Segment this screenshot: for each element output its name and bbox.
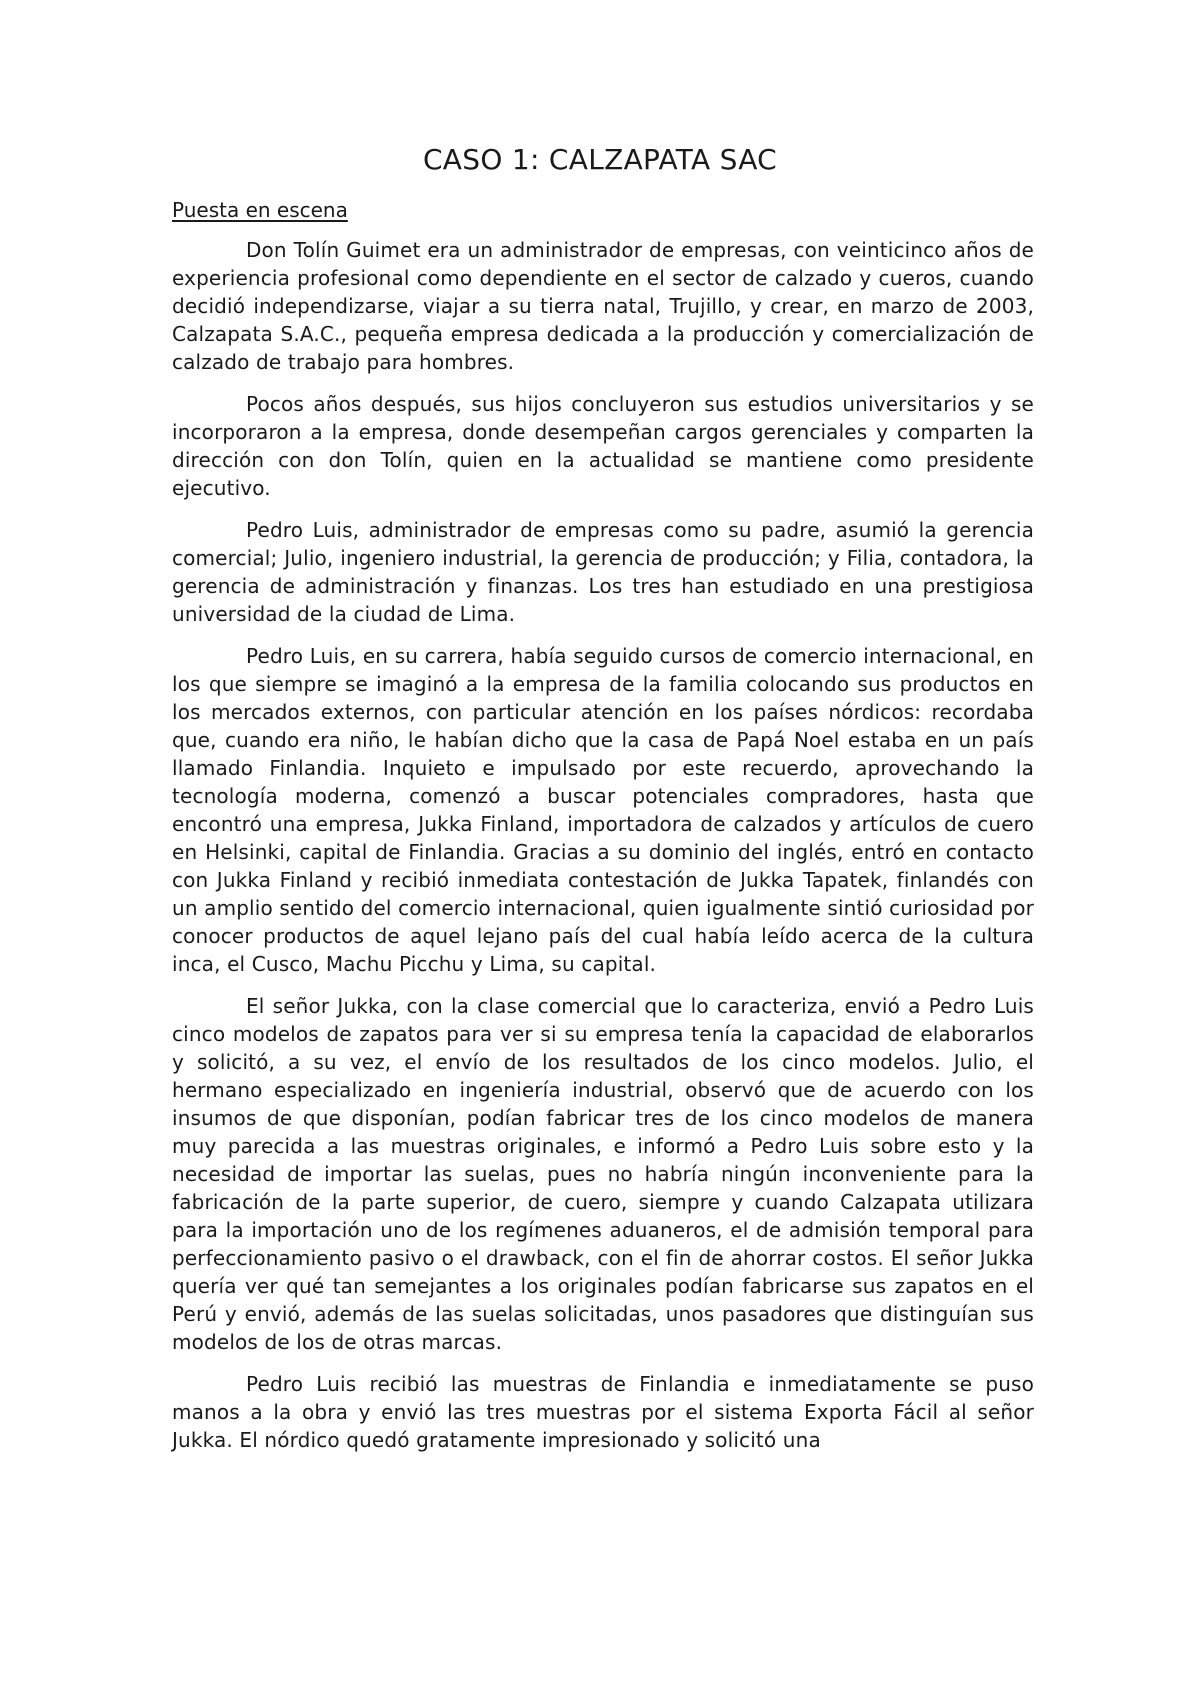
paragraph: Pocos años después, sus hijos concluyeron sus estudios universitarios y se incorporaron a la empresa, donde desempeñan cargos gerenciales y comparten la dirección con don Tolín, quien en la actualidad se mantiene como presidente ejecutivo. — [172, 392, 1034, 500]
paragraph: Pedro Luis, administrador de empresas como su padre, asumió la gerencia comercial; Julio, ingeniero industrial, la gerencia de producción; y Filia, contadora, la gerencia de administración y finanzas. Los tres han estudiado en una prestigiosa universidad de la ciudad de Lima. — [172, 518, 1034, 626]
paragraph: El señor Jukka, con la clase comercial que lo caracteriza, envió a Pedro Luis cinco modelos de zapatos para ver si su empresa tenía la capacidad de elaborarlos y solicitó, a su vez, el envío de los resultados de los cinco modelos. Julio, el hermano especializado en ingeniería industrial, observó que de acuerdo con los insumos de que disponían, podían fabricar tres de los cinco modelos de manera muy parecida a las muestras originales, e informó a Pedro Luis sobre esto y la necesidad de importar las suelas, pues no habría ningún inconveniente para la fabricación de la parte superior, de cuero, siempre y cuando Calzapata utilizara para la importación uno de los regímenes aduaneros, el de admisión temporal para perfeccionamiento pasivo o el drawback, con el fin de ahorrar costos. El señor Jukka quería ver qué tan semejantes a los originales podían fabricarse sus zapatos en el Perú y envió, además de las suelas solicitadas, unos pasadores que distinguían sus modelos de los de otras marcas. — [172, 994, 1034, 1354]
paragraph: Pedro Luis, en su carrera, había seguido cursos de comercio internacional, en los que siempre se imaginó a la empresa de la familia colocando sus productos en los mercados externos, con particular atención en los países nórdicos: recordaba que, cuando era niño, le habían dicho que la casa de Papá Noel estaba en un país llamado Finlandia. Inquieto e impulsado por este recuerdo, aprovechando la tecnología moderna, comenzó a buscar potenciales compradores, hasta que encontró una empresa, Jukka Finland, importadora de calzados y artículos de cuero en Helsinki, capital de Finlandia. Gracias a su dominio del inglés, entró en contacto con Jukka Finland y recibió inmediata contestación de Jukka Tapatek, finlandés con un amplio sentido del comercio internacional, quien igualmente sintió curiosidad por conocer productos de aquel lejano país del cual había leído acerca de la cultura inca, el Cusco, Machu Picchu y Lima, su capital. — [172, 644, 1035, 976]
paragraph: Don Tolín Guimet era un administrador de empresas, con veinticinco años de experiencia profesional como dependiente en el sector de calzado y cueros, cuando decidió independizarse, viajar a su tierra natal, Trujillo, y crear, en marzo de 2003, Calzapata S.A.C., pequeña empresa dedicada a la producción y comercialización de calzado de trabajo para hombres. — [172, 238, 1034, 374]
document-title: CASO 1: CALZAPATA SAC — [422, 143, 778, 176]
body-text — [172, 236, 1034, 1468]
paragraph: Pedro Luis recibió las muestras de Finlandia e inmediatamente se puso manos a la obra y envió las tres muestras por el sistema Exporta Fácil al señor Jukka. El nórdico quedó gratamente impresionado y solicitó una — [172, 1372, 1034, 1452]
section-heading: Puesta en escena — [172, 198, 348, 222]
